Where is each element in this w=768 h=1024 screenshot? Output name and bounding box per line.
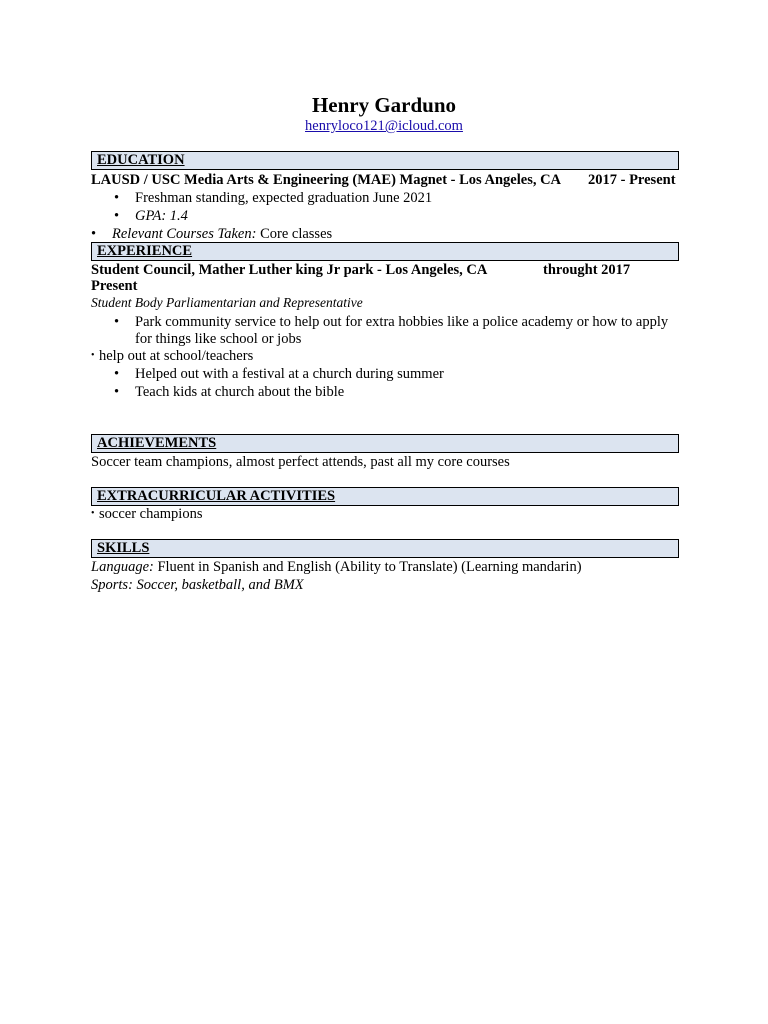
experience-dates-present: Present bbox=[91, 278, 138, 294]
bullet-icon: • bbox=[91, 226, 97, 242]
experience-bullet-teach: Teach kids at church about the bible bbox=[135, 384, 345, 400]
education-school: LAUSD / USC Media Arts & Engineering (MAE) Magnet - Los Angeles, CA bbox=[91, 172, 562, 188]
language-label: Language: bbox=[91, 559, 154, 575]
bullet-icon: • bbox=[91, 508, 95, 519]
education-section-header bbox=[91, 151, 679, 170]
skills-language bbox=[91, 558, 582, 576]
experience-dates: throught 2017 bbox=[543, 262, 631, 278]
experience-bullet-school: help out at school/teachers bbox=[99, 348, 254, 364]
skills-sports: Sports: Soccer, basketball, and BMX bbox=[91, 577, 304, 593]
email-link[interactable]: henryloco121@icloud.com bbox=[305, 118, 463, 134]
skills-section-header bbox=[91, 539, 679, 558]
experience-org: Student Council, Mather Luther king Jr park - Los Angeles, CA bbox=[91, 262, 488, 278]
achievements-heading: ACHIEVEMENTS bbox=[97, 435, 217, 451]
bullet-icon: • bbox=[91, 350, 95, 361]
extracurricular-heading: EXTRACURRICULAR ACTIVITIES bbox=[97, 488, 336, 504]
experience-bullet-festival: Helped out with a festival at a church during summer bbox=[135, 366, 444, 382]
education-dates: 2017 - Present bbox=[588, 172, 676, 188]
experience-role: Student Body Parliamentarian and Representative bbox=[91, 295, 363, 310]
experience-bullet-community-1: Park community service to help out for extra hobbies like a police academy or how to apply bbox=[135, 314, 669, 330]
language-value: Fluent in Spanish and English (Ability to Translate) (Learning mandarin) bbox=[153, 559, 582, 575]
bullet-icon: • bbox=[114, 190, 120, 206]
extracurricular-bullet-soccer: soccer champions bbox=[99, 506, 203, 522]
achievements-text: Soccer team champions, almost perfect attends, past all my core courses bbox=[91, 454, 510, 470]
education-bullet-standing: Freshman standing, expected graduation June 2021 bbox=[135, 190, 433, 206]
bullet-icon: • bbox=[114, 366, 120, 382]
bullet-icon: • bbox=[114, 314, 120, 330]
experience-heading: EXPERIENCE bbox=[97, 243, 193, 259]
experience-bullet-community-2: for things like school or jobs bbox=[135, 331, 302, 347]
resume-name: Henry Garduno bbox=[311, 93, 457, 117]
courses-value: Core classes bbox=[256, 226, 333, 242]
bullet-icon: • bbox=[114, 384, 120, 400]
education-bullet-gpa: GPA: 1.4 bbox=[135, 208, 188, 224]
extracurricular-section-header bbox=[91, 487, 679, 506]
skills-heading: SKILLS bbox=[97, 540, 150, 556]
achievements-section-header bbox=[91, 434, 679, 453]
education-heading: EDUCATION bbox=[97, 152, 185, 168]
courses-label: Relevant Courses Taken: bbox=[112, 226, 257, 242]
education-courses bbox=[112, 225, 332, 243]
experience-section-header bbox=[91, 242, 679, 261]
bullet-icon: • bbox=[114, 208, 120, 224]
